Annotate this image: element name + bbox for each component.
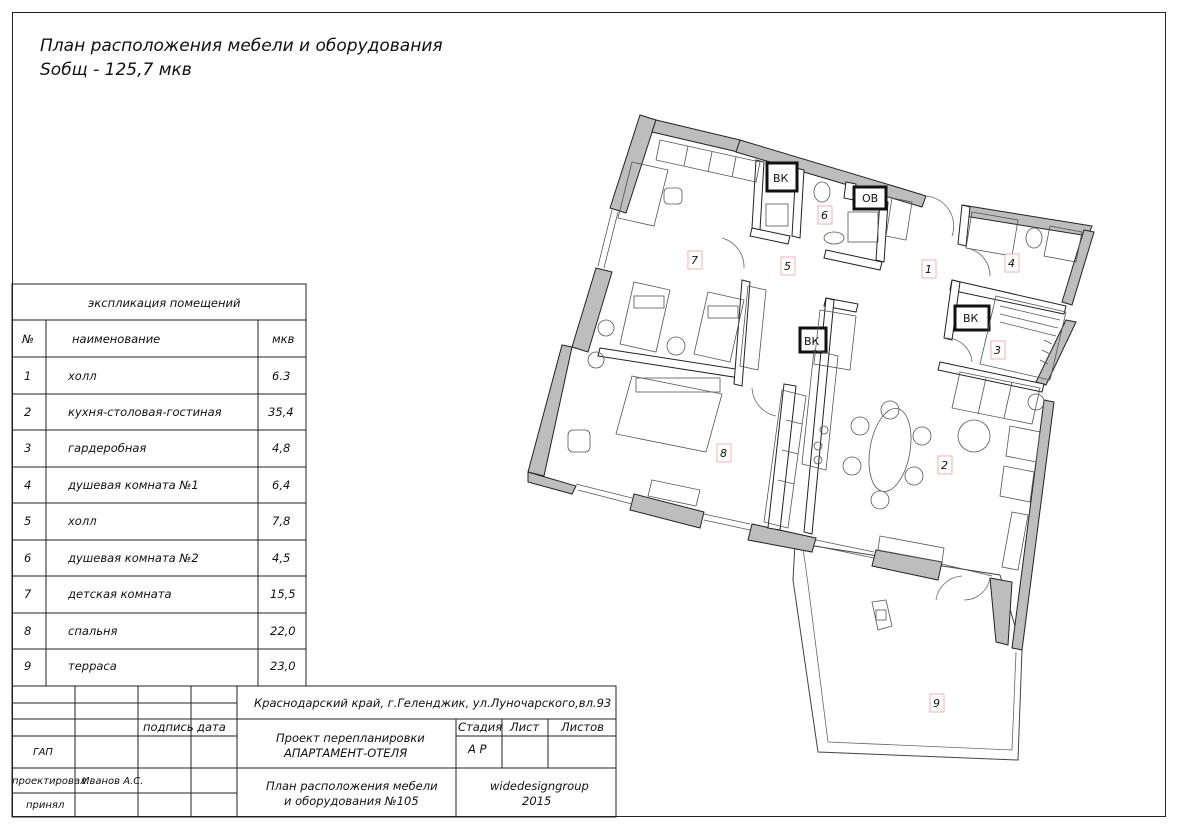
svg-text:22,0: 22,0 (270, 624, 296, 638)
svg-text:8: 8 (24, 624, 32, 638)
svg-text:детская комната: детская комната (68, 587, 172, 601)
svg-text:1: 1 (24, 369, 32, 383)
title-line-2: Sобщ - 125,7 мкв (40, 60, 192, 80)
stamp-project-line1: Проект перепланировки (276, 731, 425, 745)
shaft-vk-3: ВК (804, 335, 820, 348)
room-label-5: 5 (784, 260, 791, 273)
svg-text:душевая комната №2: душевая комната №2 (68, 551, 199, 565)
svg-text:терраса: терраса (68, 659, 117, 673)
title-line-1: План расположения мебели и оборудования (40, 36, 443, 56)
svg-text:4: 4 (24, 478, 32, 492)
header-num: № (22, 332, 34, 346)
room-label-1: 1 (925, 263, 932, 276)
room-label-8: 8 (720, 447, 727, 460)
stamp-company: widedesigngroup (490, 779, 589, 793)
room-labels (688, 206, 1019, 712)
table-row (24, 514, 290, 528)
svg-text:холл: холл (68, 369, 97, 383)
svg-text:спальня: спальня (68, 624, 118, 638)
svg-text:6.3: 6.3 (272, 369, 291, 383)
floor-plan (528, 115, 1094, 760)
table-row (24, 369, 290, 383)
svg-text:23,0: 23,0 (270, 659, 296, 673)
room-label-6: 6 (821, 209, 828, 222)
table-row (24, 624, 296, 638)
stamp-col-date: дата (197, 720, 226, 734)
svg-text:6: 6 (24, 551, 32, 565)
stamp-role-gap: ГАП (33, 747, 53, 758)
svg-text:2: 2 (24, 405, 32, 419)
terrace-outline (793, 543, 1022, 760)
stamp-drawing-line2: и оборудования №105 (284, 794, 419, 808)
svg-text:5: 5 (24, 514, 32, 528)
svg-text:душевая комната №1: душевая комната №1 (68, 478, 199, 492)
stamp-address: Краснодарский край, г.Геленджик, ул.Луночарского,вл.93 (254, 696, 612, 710)
svg-text:4,5: 4,5 (272, 551, 291, 565)
stamp-stage-label: Стадия (458, 720, 503, 734)
stamp-year: 2015 (522, 794, 552, 808)
shaft-ov: ОВ (862, 192, 879, 205)
header-area: мкв (272, 332, 295, 346)
stamp-stage-value: А Р (468, 742, 487, 756)
svg-text:15,5: 15,5 (270, 587, 296, 601)
stamp-sheet-label: Лист (510, 720, 540, 734)
room-label-7: 7 (691, 254, 698, 267)
svg-text:3: 3 (24, 441, 32, 455)
stamp-role-designed: проектировал (12, 776, 87, 787)
svg-text:7: 7 (24, 587, 32, 601)
svg-text:9: 9 (24, 659, 32, 673)
stamp-col-signature: подпись (143, 720, 194, 734)
svg-text:кухня-столовая-гостиная: кухня-столовая-гостиная (68, 405, 222, 419)
title-block (12, 686, 616, 817)
svg-text:холл: холл (68, 514, 97, 528)
room-label-2: 2 (941, 459, 948, 472)
table-row (24, 478, 290, 492)
room-label-3: 3 (994, 344, 1001, 357)
table-row (24, 551, 290, 565)
table-row (24, 405, 294, 419)
explication-table (12, 284, 306, 686)
svg-text:6,4: 6,4 (272, 478, 291, 492)
stamp-designer: Иванов А.С. (82, 776, 144, 787)
explication-heading: экспликация помещений (88, 296, 241, 310)
terrace-rail (803, 548, 1016, 750)
shaft-vk-1: ВК (773, 172, 789, 185)
svg-text:7,8: 7,8 (272, 514, 291, 528)
svg-text:гардеробная: гардеробная (68, 441, 147, 455)
stamp-drawing-line1: План расположения мебели (266, 779, 438, 793)
stamp-project-line2: АПАРТАМЕНТ-ОТЕЛЯ (284, 746, 408, 760)
svg-text:4,8: 4,8 (272, 441, 291, 455)
table-row (24, 587, 296, 601)
room-label-4: 4 (1008, 257, 1015, 270)
stamp-role-accepted: принял (26, 800, 65, 811)
svg-text:35,4: 35,4 (268, 405, 294, 419)
table-row (24, 441, 290, 455)
room-label-9: 9 (933, 697, 940, 710)
header-name: наименование (72, 332, 161, 346)
shaft-vk-2: ВК (963, 312, 979, 325)
table-row (24, 659, 296, 673)
stamp-sheets-label: Листов (561, 720, 604, 734)
